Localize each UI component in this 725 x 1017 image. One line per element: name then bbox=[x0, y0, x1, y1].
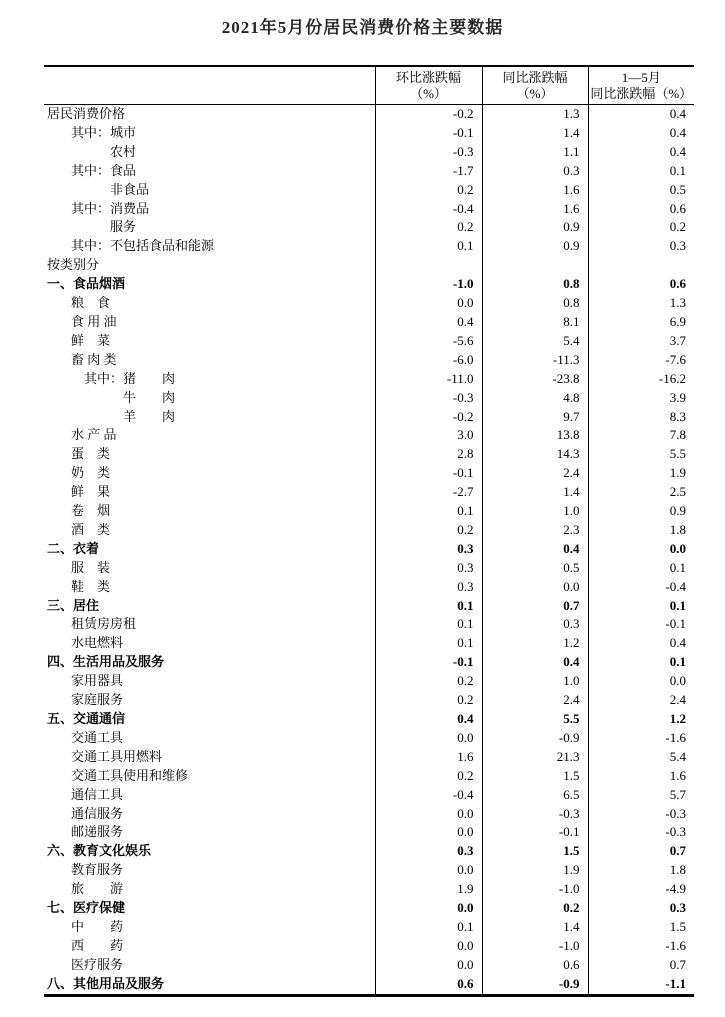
row-value: -11.0 bbox=[375, 370, 482, 389]
row-value: 0.2 bbox=[375, 767, 482, 786]
row-value: -1.7 bbox=[375, 162, 482, 181]
header-mom-line1: 环比涨跌幅 bbox=[395, 69, 461, 85]
row-label: 农村 bbox=[110, 143, 137, 159]
row-value: 1.8 bbox=[588, 861, 694, 880]
row-label: 按类别分 bbox=[47, 257, 100, 273]
row-label: 牛 肉 bbox=[123, 389, 176, 405]
row-value: 3.0 bbox=[375, 426, 482, 445]
table-row bbox=[44, 200, 694, 219]
row-value: -0.9 bbox=[482, 975, 588, 995]
table-row bbox=[44, 445, 694, 464]
row-value: 0.0 bbox=[588, 672, 694, 691]
table-row bbox=[44, 956, 694, 975]
header-ytd-line2: 同比涨跌幅（%） bbox=[590, 85, 693, 101]
row-value: 0.2 bbox=[375, 521, 482, 540]
row-value: 0.0 bbox=[375, 294, 482, 313]
row-value: -1.0 bbox=[482, 937, 588, 956]
row-value bbox=[375, 256, 482, 275]
row-label: 居民消费价格 bbox=[47, 106, 126, 121]
row-value: -0.3 bbox=[375, 143, 482, 162]
table-row bbox=[44, 370, 694, 389]
row-label: 鞋 类 bbox=[71, 578, 111, 594]
row-label: 其中：猪 肉 bbox=[84, 370, 176, 386]
row-value: 0.1 bbox=[588, 559, 694, 578]
row-value: 1.1 bbox=[482, 143, 588, 162]
row-value: 9.7 bbox=[482, 408, 588, 427]
row-value: -16.2 bbox=[588, 370, 694, 389]
row-value: 0.1 bbox=[375, 918, 482, 937]
row-label: 交通工具 bbox=[71, 729, 124, 745]
row-label: 水 产 品 bbox=[71, 427, 117, 443]
table-row bbox=[44, 408, 694, 427]
header-mom-line2: （%） bbox=[410, 85, 447, 101]
row-value: 6.9 bbox=[588, 313, 694, 332]
row-value: -0.4 bbox=[375, 786, 482, 805]
row-value: -1.1 bbox=[588, 975, 694, 995]
row-label: 通信服务 bbox=[71, 805, 124, 821]
row-value: 4.8 bbox=[482, 389, 588, 408]
table-row bbox=[44, 729, 694, 748]
row-value: 1.6 bbox=[482, 181, 588, 200]
row-value: 0.3 bbox=[375, 540, 482, 559]
row-value: 1.4 bbox=[482, 483, 588, 502]
row-label: 服务 bbox=[110, 219, 137, 235]
row-value: 0.6 bbox=[588, 275, 694, 294]
row-label: 鲜 菜 bbox=[71, 332, 111, 348]
table-row bbox=[44, 351, 694, 370]
row-value: 1.4 bbox=[482, 124, 588, 143]
table-row bbox=[44, 521, 694, 540]
row-label: 羊 肉 bbox=[123, 408, 176, 424]
row-value: 0.2 bbox=[375, 218, 482, 237]
row-value: 0.2 bbox=[482, 899, 588, 918]
row-value: 0.2 bbox=[375, 181, 482, 200]
table-body bbox=[44, 105, 694, 996]
row-value: 0.8 bbox=[482, 275, 588, 294]
row-label: 交通工具用燃料 bbox=[71, 748, 163, 764]
row-value: -0.2 bbox=[375, 408, 482, 427]
row-value: -1.0 bbox=[482, 880, 588, 899]
table-row bbox=[44, 143, 694, 162]
row-label: 三、居住 bbox=[47, 597, 100, 613]
row-value: 1.0 bbox=[482, 502, 588, 521]
row-value: 0.7 bbox=[588, 842, 694, 861]
row-value: 5.4 bbox=[588, 748, 694, 767]
table-row bbox=[44, 597, 694, 616]
row-label: 二、衣着 bbox=[47, 540, 100, 556]
row-value: 0.1 bbox=[588, 162, 694, 181]
row-value: 1.9 bbox=[482, 861, 588, 880]
row-value: 0.1 bbox=[588, 597, 694, 616]
row-value: 0.4 bbox=[375, 710, 482, 729]
row-label: 教育服务 bbox=[71, 862, 124, 878]
row-value: -0.4 bbox=[588, 578, 694, 597]
row-value: 3.7 bbox=[588, 332, 694, 351]
row-value: 5.7 bbox=[588, 786, 694, 805]
table-row bbox=[44, 313, 694, 332]
row-value: 0.9 bbox=[482, 218, 588, 237]
table-row bbox=[44, 502, 694, 521]
row-value: 1.2 bbox=[482, 634, 588, 653]
row-label: 其中：消费品 bbox=[71, 200, 150, 216]
table-row bbox=[44, 294, 694, 313]
row-value: 0.0 bbox=[482, 578, 588, 597]
row-value: 0.3 bbox=[482, 615, 588, 634]
row-value: 0.4 bbox=[588, 124, 694, 143]
row-value: -0.1 bbox=[375, 124, 482, 143]
row-value: -5.6 bbox=[375, 332, 482, 351]
row-value: 1.6 bbox=[482, 200, 588, 219]
row-label: 医疗服务 bbox=[71, 956, 124, 972]
row-value: 0.4 bbox=[588, 143, 694, 162]
header-ytd-line1: 1—5月 bbox=[621, 69, 661, 85]
row-value: 0.3 bbox=[375, 578, 482, 597]
table-row bbox=[44, 389, 694, 408]
row-value: 0.5 bbox=[588, 181, 694, 200]
row-value: 0.2 bbox=[588, 218, 694, 237]
row-value: 8.3 bbox=[588, 408, 694, 427]
row-value: 5.5 bbox=[588, 445, 694, 464]
row-value: -4.9 bbox=[588, 880, 694, 899]
row-label: 家用器具 bbox=[71, 673, 124, 689]
row-value: 1.3 bbox=[482, 105, 588, 124]
table-row bbox=[44, 483, 694, 502]
row-label: 其中：食品 bbox=[71, 162, 137, 178]
row-label: 旅 游 bbox=[71, 881, 124, 897]
row-value: 0.0 bbox=[375, 937, 482, 956]
row-value: -0.2 bbox=[375, 105, 482, 124]
row-value: 0.5 bbox=[482, 559, 588, 578]
table-row bbox=[44, 540, 694, 559]
row-value: -0.3 bbox=[482, 805, 588, 824]
row-label: 鲜 果 bbox=[71, 484, 111, 500]
row-value: 3.9 bbox=[588, 389, 694, 408]
table-row bbox=[44, 162, 694, 181]
row-value bbox=[482, 256, 588, 275]
table-row bbox=[44, 332, 694, 351]
header-item-column bbox=[44, 66, 375, 105]
table-row bbox=[44, 256, 694, 275]
row-value: -6.0 bbox=[375, 351, 482, 370]
row-value: 0.1 bbox=[375, 615, 482, 634]
table-row bbox=[44, 937, 694, 956]
row-value: 0.4 bbox=[482, 653, 588, 672]
row-value: 2.5 bbox=[588, 483, 694, 502]
row-value: 0.6 bbox=[588, 200, 694, 219]
header-yoy-line1: 同比涨跌幅 bbox=[502, 69, 568, 85]
row-value: 0.2 bbox=[375, 672, 482, 691]
row-value: 0.1 bbox=[375, 502, 482, 521]
row-value: 1.5 bbox=[482, 842, 588, 861]
table-row bbox=[44, 786, 694, 805]
row-label: 租赁房房租 bbox=[71, 616, 137, 632]
row-value: 0.9 bbox=[588, 502, 694, 521]
row-value: 0.7 bbox=[588, 956, 694, 975]
row-label: 四、生活用品及服务 bbox=[47, 654, 165, 670]
row-label: 中 药 bbox=[71, 918, 124, 934]
table-row bbox=[44, 237, 694, 256]
row-value: 1.2 bbox=[588, 710, 694, 729]
row-value: 2.8 bbox=[375, 445, 482, 464]
row-value: 0.8 bbox=[482, 294, 588, 313]
row-value: 0.4 bbox=[375, 313, 482, 332]
row-value: 0.9 bbox=[482, 237, 588, 256]
table-row bbox=[44, 691, 694, 710]
row-value: 0.1 bbox=[375, 634, 482, 653]
row-label: 服 装 bbox=[71, 559, 111, 575]
row-value: 0.3 bbox=[588, 237, 694, 256]
table-row bbox=[44, 842, 694, 861]
row-value: 7.8 bbox=[588, 426, 694, 445]
row-value: 1.9 bbox=[375, 880, 482, 899]
row-value: 0.1 bbox=[588, 653, 694, 672]
row-value: -0.9 bbox=[482, 729, 588, 748]
table-row bbox=[44, 710, 694, 729]
row-value: 1.5 bbox=[482, 767, 588, 786]
row-value: 0.4 bbox=[588, 105, 694, 124]
row-label: 交通工具使用和维修 bbox=[71, 767, 189, 783]
header-ytd-change bbox=[588, 66, 694, 105]
table-row bbox=[44, 899, 694, 918]
row-label: 畜 肉 类 bbox=[71, 351, 117, 367]
row-value: -0.3 bbox=[375, 389, 482, 408]
row-value: -1.6 bbox=[588, 729, 694, 748]
row-value: -2.7 bbox=[375, 483, 482, 502]
table-row bbox=[44, 918, 694, 937]
table-row bbox=[44, 615, 694, 634]
row-value: -1.6 bbox=[588, 937, 694, 956]
row-value: 1.0 bbox=[482, 672, 588, 691]
row-label: 七、医疗保健 bbox=[47, 900, 126, 916]
row-value: 0.0 bbox=[375, 823, 482, 842]
table-row bbox=[44, 578, 694, 597]
row-value: 21.3 bbox=[482, 748, 588, 767]
row-value: -0.3 bbox=[588, 805, 694, 824]
row-label: 蛋 类 bbox=[71, 446, 111, 462]
table-row bbox=[44, 767, 694, 786]
row-value: 6.5 bbox=[482, 786, 588, 805]
row-value: 0.1 bbox=[375, 597, 482, 616]
row-value: 1.8 bbox=[588, 521, 694, 540]
row-value: 1.3 bbox=[588, 294, 694, 313]
row-value: 1.4 bbox=[482, 918, 588, 937]
row-value: 0.3 bbox=[588, 899, 694, 918]
row-value: 0.6 bbox=[482, 956, 588, 975]
row-label: 八、其他用品及服务 bbox=[47, 975, 165, 991]
row-value: 1.6 bbox=[588, 767, 694, 786]
row-value: -0.1 bbox=[588, 615, 694, 634]
row-value bbox=[588, 256, 694, 275]
row-value: 1.9 bbox=[588, 464, 694, 483]
table-row bbox=[44, 124, 694, 143]
table-row bbox=[44, 861, 694, 880]
table-row bbox=[44, 426, 694, 445]
row-value: 0.7 bbox=[482, 597, 588, 616]
row-value: 0.0 bbox=[375, 729, 482, 748]
row-label: 食 用 油 bbox=[71, 313, 117, 329]
table-row bbox=[44, 748, 694, 767]
header-row bbox=[44, 66, 694, 105]
table-row bbox=[44, 975, 694, 995]
table-row bbox=[44, 181, 694, 200]
row-value: -11.3 bbox=[482, 351, 588, 370]
row-value: -1.0 bbox=[375, 275, 482, 294]
row-value: -7.6 bbox=[588, 351, 694, 370]
row-value: 0.4 bbox=[588, 634, 694, 653]
row-value: 0.1 bbox=[375, 237, 482, 256]
row-label: 通信工具 bbox=[71, 786, 124, 802]
table-row bbox=[44, 653, 694, 672]
row-value: -23.8 bbox=[482, 370, 588, 389]
table-row bbox=[44, 275, 694, 294]
row-label: 酒 类 bbox=[71, 521, 111, 537]
page-title: 2021年5月份居民消费价格主要数据 bbox=[221, 18, 504, 37]
row-value: -0.1 bbox=[375, 653, 482, 672]
header-yoy-change bbox=[482, 66, 588, 105]
row-label: 其中：城市 bbox=[71, 124, 137, 140]
row-value: 0.3 bbox=[375, 842, 482, 861]
row-label: 六、教育文化娱乐 bbox=[47, 843, 152, 859]
table-row bbox=[44, 218, 694, 237]
row-label: 五、交通通信 bbox=[47, 711, 126, 726]
row-value: 1.5 bbox=[588, 918, 694, 937]
row-value: -0.3 bbox=[588, 823, 694, 842]
row-label: 其中：不包括食品和能源 bbox=[71, 238, 215, 254]
row-value: 0.4 bbox=[482, 540, 588, 559]
table-row bbox=[44, 672, 694, 691]
table-row bbox=[44, 559, 694, 578]
table-row bbox=[44, 464, 694, 483]
cpi-data-table bbox=[44, 65, 694, 997]
row-value: 0.6 bbox=[375, 975, 482, 995]
row-value: 14.3 bbox=[482, 445, 588, 464]
row-value: 0.2 bbox=[375, 691, 482, 710]
header-mom-change bbox=[375, 66, 482, 105]
row-label: 一、食品烟酒 bbox=[47, 276, 126, 292]
table-header bbox=[44, 66, 694, 105]
row-value: 0.3 bbox=[375, 559, 482, 578]
table-row bbox=[44, 823, 694, 842]
row-value: 5.5 bbox=[482, 710, 588, 729]
header-yoy-line2: （%） bbox=[516, 85, 554, 101]
table-row bbox=[44, 105, 694, 124]
row-label: 水电燃料 bbox=[71, 635, 124, 651]
row-value: 8.1 bbox=[482, 313, 588, 332]
row-label: 家庭服务 bbox=[71, 692, 124, 708]
row-value: -0.4 bbox=[375, 200, 482, 219]
row-label: 西 药 bbox=[71, 937, 124, 953]
row-value: 2.3 bbox=[482, 521, 588, 540]
row-value: 0.0 bbox=[375, 805, 482, 824]
row-value: 2.4 bbox=[588, 691, 694, 710]
row-label: 非食品 bbox=[110, 181, 150, 197]
row-value: 0.3 bbox=[482, 162, 588, 181]
table-row bbox=[44, 634, 694, 653]
row-value: -0.1 bbox=[482, 823, 588, 842]
row-label: 奶 类 bbox=[71, 465, 111, 481]
row-value: 0.0 bbox=[375, 956, 482, 975]
row-value: 13.8 bbox=[482, 426, 588, 445]
row-label: 邮递服务 bbox=[71, 824, 124, 840]
row-value: 0.0 bbox=[588, 540, 694, 559]
row-value: 0.0 bbox=[375, 861, 482, 880]
row-value: 2.4 bbox=[482, 691, 588, 710]
row-value: -0.1 bbox=[375, 464, 482, 483]
table-row bbox=[44, 805, 694, 824]
row-value: 5.4 bbox=[482, 332, 588, 351]
row-value: 1.6 bbox=[375, 748, 482, 767]
table-row bbox=[44, 880, 694, 899]
row-value: 2.4 bbox=[482, 464, 588, 483]
row-label: 卷 烟 bbox=[71, 503, 111, 519]
row-label: 粮 食 bbox=[71, 295, 111, 311]
row-value: 0.0 bbox=[375, 899, 482, 918]
